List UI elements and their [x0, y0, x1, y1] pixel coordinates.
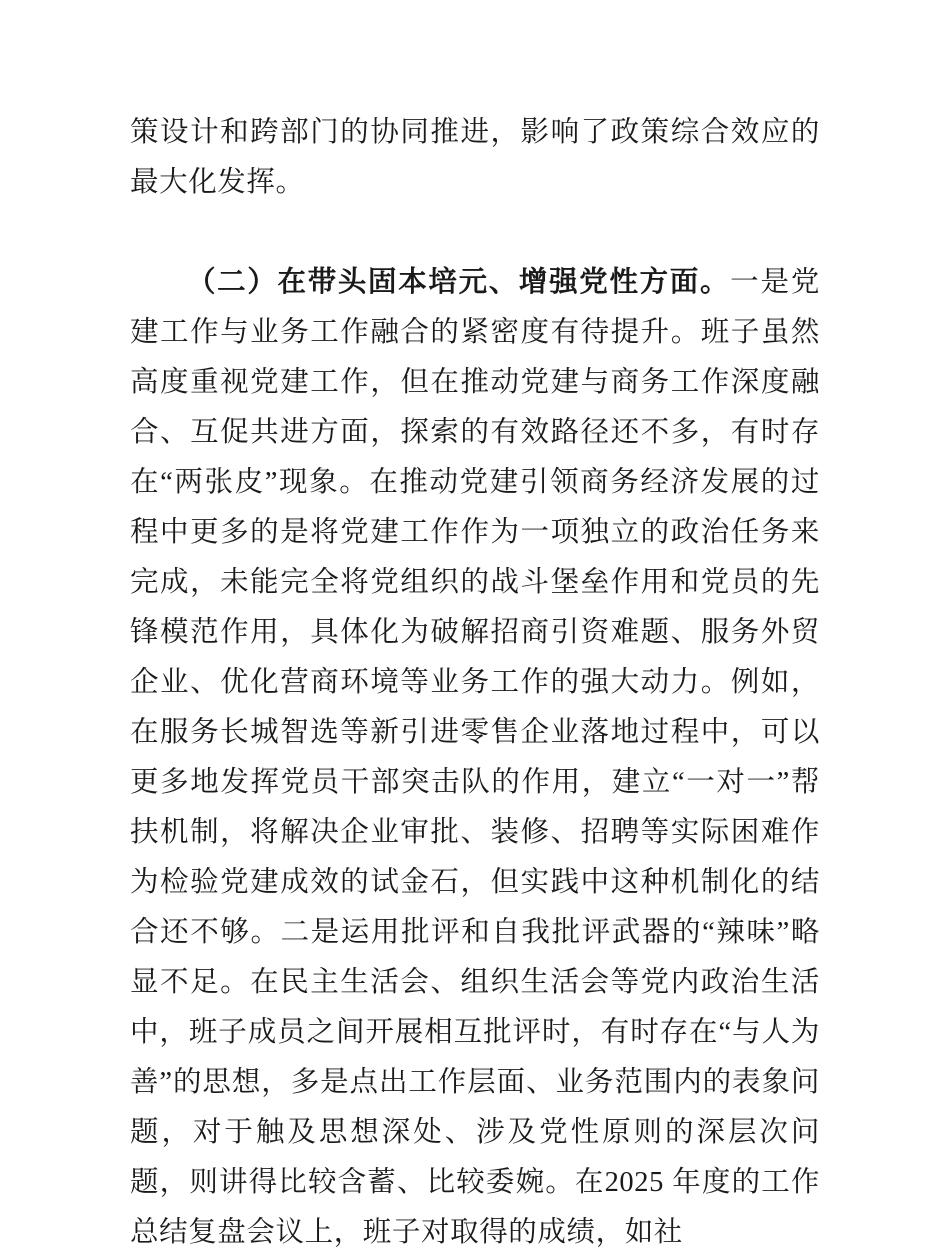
paragraph-spacer: [130, 208, 820, 258]
section-heading-two: （二）在带头固本培元、增强党性方面。: [187, 267, 731, 298]
paragraph-continuation: 策设计和跨部门的协同推进，影响了政策综合效应的最大化发挥。: [130, 117, 820, 198]
paragraph-section-two: [130, 258, 820, 1258]
section-two-body-text: 一是党建工作与业务工作融合的紧密度有待提升。班子虽然高度重视党建工作，但在推动党建与商务工作深度融合、互促共进方面，探索的有效路径还不多，有时存在“两张皮”现象。在推动党建引领商务经济发展的过程中更多的是将党建工作作为一项独立的政治任务来完成，未能完全将党组织的战斗堡垒作用和党员的先锋模范作用，具体化为破解招商引资难题、服务外贸企业、优化营商环境等业务工作的强大动力。例如，在服务长城智选等新引进零售企业落地过程中，可以更多地发挥党员干部突击队的作用，建立“一对一”帮扶机制，将解决企业审批、装修、招聘等实际困难作为检验党建成效的试金石，但实践中这种机制化的结合还不够。二是运用批评和自我批评武器的“辣味”略显不足。在民主生活会、组织生活会等党内政治生活中，班子成员之间开展相互批评时，有时存在“与人为善”的思想，多是点出工作层面、业务范围内的表象问题，对于触及思想深处、涉及党性原则的深层次问题，则讲得比较含蓄、比较委婉。在2025 年度的工作总结复盘会议上，班子对取得的成绩，如社: [130, 267, 820, 1248]
document-body: [130, 108, 820, 1258]
